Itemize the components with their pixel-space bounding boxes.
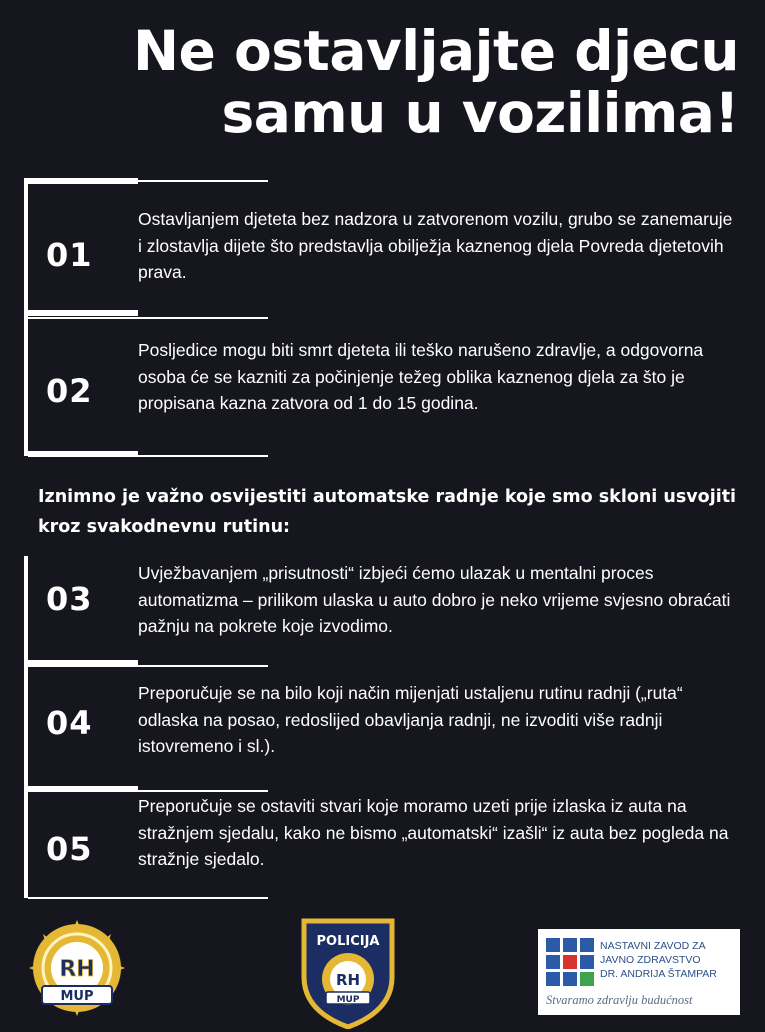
policija-label: POLICIJA [316,934,380,949]
item-text: Uvježbavanjem „prisutnosti“ izbjeći ćemo ulazak u mentalni proces automatizma – prilikom ulaska u auto dobro je neko vrijeme svjesno obraćati pažnju na pokrete koje izvodimo. [138,563,731,636]
divider-accent [28,310,138,316]
institute-name [600,939,736,981]
section-bar [24,556,28,662]
divider [28,897,268,899]
item-text: Ostavljanjem djeteta bez nadzora u zatvorenom vozilu, grubo se zanemaruje i zlostavlja dijete što predstavlja obilježja kaznenog djela Povreda djetetovih prava. [138,209,733,282]
institute-line-2: JAVNO ZDRAVSTVO [600,954,701,966]
item-number: 04 [46,704,93,742]
divider-accent [28,178,138,184]
mup-badge-bottom-text: MUP [60,989,94,1004]
institute-line-3: DR. ANDRIJA ŠTAMPAR [600,968,717,980]
item-number: 01 [46,236,93,274]
mup-badge-top-text: RH [59,957,95,982]
title-line-2: samu u vozilima! [221,81,739,145]
item-text: Preporučuje se na bilo koji način mijenjati ustaljenu rutinu radnji („ruta“ odlaska na posao, redoslijed obavljanja radnji, ne izvoditi više radnji istovremeno i sl.). [138,683,683,756]
divider [28,317,268,319]
section-bar [24,178,28,310]
section-bar [24,660,28,786]
title-line-1: Ne ostavljajte djecu [133,19,739,83]
item-number: 05 [46,830,93,868]
policija-badge-top-text: RH [335,971,361,989]
item-number: 02 [46,372,93,410]
divider-accent [28,451,138,457]
institute-line-1: NASTAVNI ZAVOD ZA [600,940,706,952]
item-number: 03 [46,580,93,618]
item-text: Posljedice mogu biti smrt djeteta ili teško narušeno zdravlje, a odgovorna osoba će se kazniti za počinjenje težeg oblika kaznenog djela za što je propisana kazna zatvora od 1 do 15 godina. [138,340,704,413]
policija-badge-bottom-text: MUP [336,995,360,1005]
section-bar [24,310,28,456]
cross-squares-icon [546,938,596,988]
institute-slogan: Stvaramo zdravlju budućnost [546,993,693,1007]
page-title [19,20,739,144]
divider-accent [28,660,138,666]
section-bar [24,786,28,898]
divider-accent [28,786,138,792]
intro-text: Iznimno je važno osvijestiti automatske radnje koje smo skloni usvojiti kroz svakodnevnu rutinu: [38,487,737,537]
policija-shield-logo [298,915,398,1029]
andrija-stampar-logo [538,929,740,1015]
mup-badge-logo [24,918,130,1024]
item-text: Preporučuje se ostaviti stvari koje moramo uzeti prije izlaska iz auta na stražnjem sjedalu, kako ne bismo „automatski“ izašli“ iz auta bez pogleda na stražnje sjedalo. [138,796,729,869]
